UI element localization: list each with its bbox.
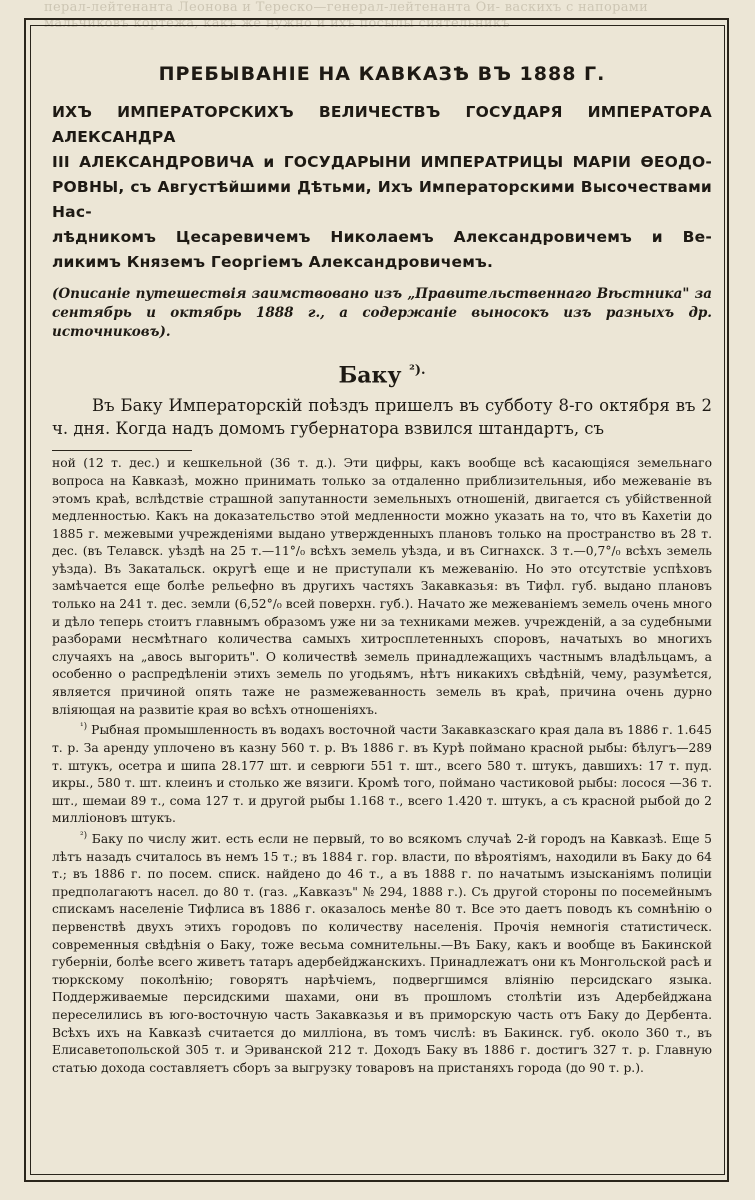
heading-line: ИХЪ ИМПЕРАТОРСКИХЪ ВЕЛИЧЕСТВЪ ГОСУДАРЯ ИМПЕРАТОРА АЛЕКСАНДРА xyxy=(52,103,712,146)
footnote-divider xyxy=(52,450,192,451)
footnote-1-text: Рыбная промышленность въ водахъ восточной части Закавказскаго края дала въ 1886 г. 1.645 т. р. За аренду уплочено въ казну 560 т. р. Въ 1886 г. въ Курѣ поймано красной рыбы: бѣлугъ—289 т. штукъ, осетра и шипа 28.177 шт. и севрюги 551 т. шт., всего 580 т. штукъ, давшихъ: 17 т. пуд. икры., 580 т. шт. клеинъ и столько же вязиги. Кромѣ того, поймано частиковой рыбы: лосося —36 т. шт., шемаи 89 т., сома 127 т. и другой рыбы 1.168 т., всего 1.420 т. штукъ, а съ красной рыбой до 2 милліоновъ штукъ. xyxy=(52,723,712,826)
footnote-continuation: ной (12 т. дес.) и кешкельной (36 т. д.). Эти цифры, какъ вообще всѣ касающіяся земельнаго вопроса на Кавказѣ, можно принимать только за отдаленно приблизительныя, ибо межеваніе въ этомъ краѣ, вслѣдствіе страшной запутанности земельныхъ отношеній, двигается съ убійственной медленностью. Какъ на доказательство этой медленности можно указать на то, что въ Кахетіи до 1885 г. межевыми учрежденіями выдано утвержденныхъ плановъ только на пространство въ 28 т. дес. (въ Телавск. уѣздѣ на 25 т.—11°/₀ всѣхъ земель уѣзда, и въ Сигнахск. 3 т.—0,7°/₀ всѣхъ земель уѣзда). Въ Закатальск. округѣ еще и не приступали къ межеванію. Но это отсутствіе успѣховъ замѣчается еще болѣе рельефно въ другихъ частяхъ Закавказья: въ Тифл. губ. выдано плановъ только на 241 т. дес. земли (6,52°/₀ всей поверхн. губ.). Начато же межеваніемъ земель очень много и дѣло теперь стоитъ главнымъ образомъ уже ни за техниками межев. учрежденій, а за судебными разборами несмѣтнаго количества самыхъ хитросплетенныхъ споровъ, начатыхъ во многихъ случаяхъ на „авось выгорить". О количествѣ земель принадлежащихъ частнымъ владѣльцамъ, а особенно о распредѣленіи этихъ земель по угодьямъ, нѣтъ никакихъ свѣдѣній, чему, разумѣется, является причиной опять таже не размежеванность земель въ краѣ, причина очень дурно вліяющая на развитіе края во всѣхъ отношеніяхъ. xyxy=(52,456,712,717)
section-footnote-ref: ²). xyxy=(409,363,426,378)
heading-line: РОВНЫ, съ Августѣйшими Дѣтьми, Ихъ Императорскими Высочествами Нас- xyxy=(52,178,712,221)
footnote-2-text: Баку по числу жит. есть если не первый, то во всякомъ случаѣ 2-й городъ на Кавказѣ. Еще 5 лѣтъ назадъ считалось въ немъ 15 т.; въ 1884 г. гор. власти, по вѣроятіямъ, находили въ Баку до 64 т.; въ 1886 г. по посем. списк. найдено до 46 т., а въ 1888 г. по начатымъ изысканіямъ полиціи предполагаютъ насел. до 80 т. (газ. „Кавказъ" № 294, 1888 г.). Съ другой стороны по посемейнымъ спискамъ населеніе Тифлиса въ 1886 г. оказалось менѣе 80 т. Все это даетъ поводъ къ сомнѣнію о первенствѣ двухъ этихъ городовъ по количеству населенія. Прочія немногія статистическ. современныя свѣдѣнія о Баку, тоже весьма сомнительны.—Въ Баку, какъ и вообще въ Бакинской губерніи, болѣе всего живетъ татаръ адербейджанскихъ. Принадлежатъ они къ Монгольской расѣ и тюркскому поколѣнію; говорятъ нарѣчіемъ, подвергшимся вліянію персидскаго языка. Поддерживаемые персидскими шахами, они въ прошломъ столѣтіи изъ Адербейджана переселились въ юго-восточную часть Закавказья и въ приморскую часть отъ Баку до Дербента. Всѣхъ ихъ на Кавказѣ считается до милліона, въ томъ числѣ: въ Бакинск. губ. около 360 т., въ Елисаветопольской 305 т. и Эриванской 212 т. Доходъ Баку въ 1886 г. достигъ 327 т. р. Главную статью дохода составляетъ сборъ за выгрузку товаровъ на пристаняхъ города (до 90 т. р.). xyxy=(52,831,712,1075)
heading-line: III АЛЕКСАНДРОВИЧА и ГОСУДАРЫНИ ИМПЕРАТРИЦЫ МАРІИ ѲЕОДО- xyxy=(52,153,712,171)
section-title xyxy=(52,358,712,388)
page-title: ПРЕБЫВАНІЕ НА КАВКАЗѢ ВЪ 1888 Г. xyxy=(158,63,606,85)
heading-line: лѣдникомъ Цесаревичемъ Николаемъ Александровичемъ и Ве- xyxy=(52,228,712,246)
source-note: (Описаніе путешествія заимствовано изъ „Правительственнаго Вѣстника" за сентябрь и октябрь 1888 г., а содержаніе выносокъ изъ разныхъ др. источниковъ). xyxy=(52,286,712,340)
heading-line: ликимъ Княземъ Георгіемъ Александровичемъ. xyxy=(52,253,494,271)
footnote-2 xyxy=(52,828,712,1077)
page-content xyxy=(52,62,712,1077)
lead-paragraph: Въ Баку Императорскій поѣздъ пришелъ въ субботу 8-го октября въ 2 ч. дня. Когда надъ домомъ губернатора взвился штандартъ, съ xyxy=(52,396,712,439)
footnotes xyxy=(52,455,712,1077)
footnote-1 xyxy=(52,719,712,828)
footnote-2-mark: ²) xyxy=(80,830,88,841)
footnote-1-mark: ¹) xyxy=(80,722,88,733)
section-title-text: Баку xyxy=(338,362,402,389)
dedication-heading xyxy=(52,100,712,275)
bleed-through-text: перал-лейтенанта Леонова и Тереско—генерал-лейтенанта Ои- васкихъ с напорами мальчиковъ кортежа, какъ же нужно и ихъ посылы сиятельникъ xyxy=(44,0,649,31)
